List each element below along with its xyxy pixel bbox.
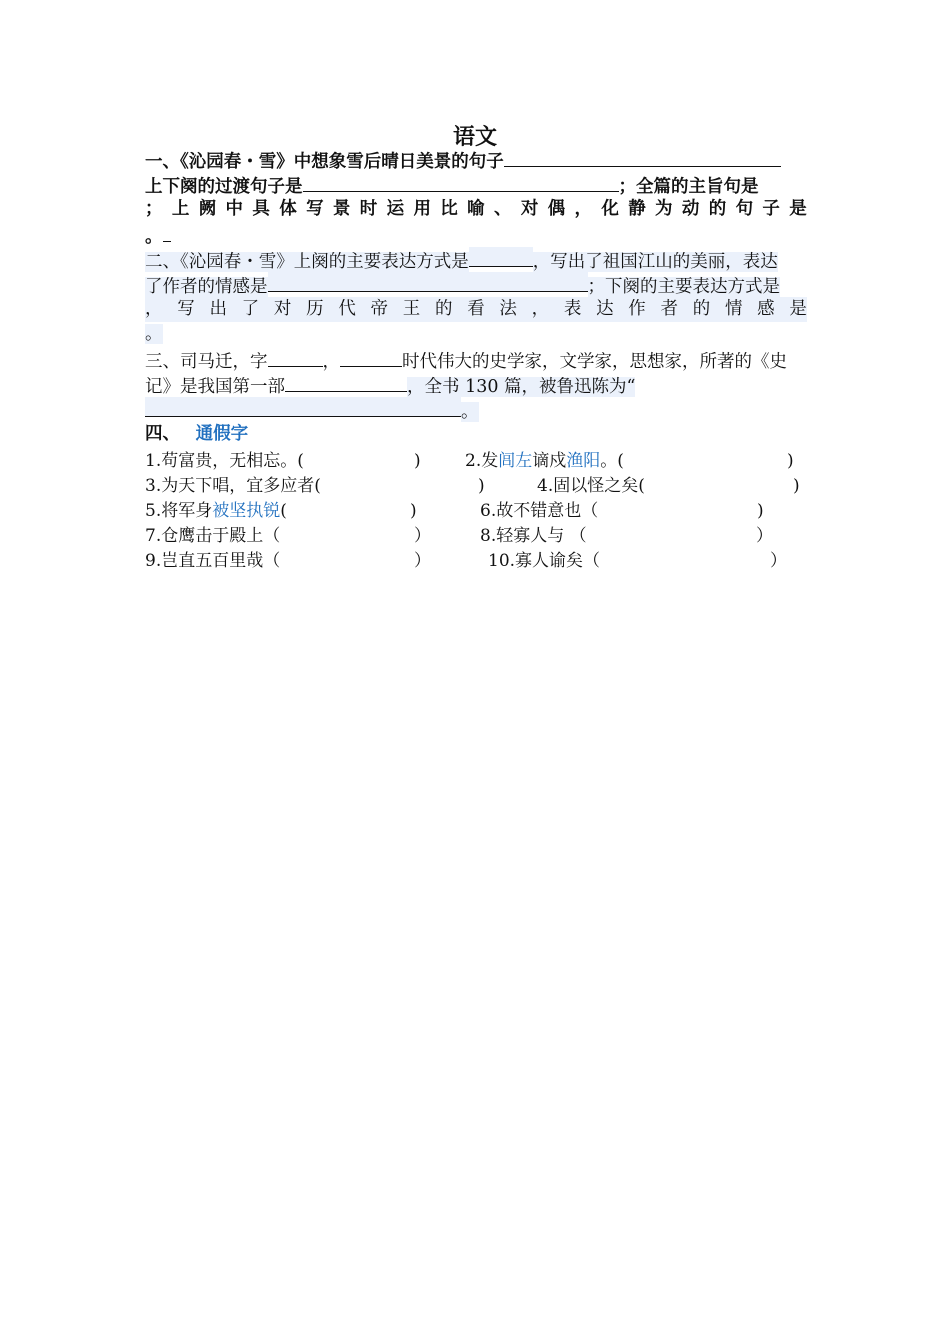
section1-transition-label: 上下阕的过渡句子是 (145, 177, 303, 197)
section3-line2: 记》是我国第一部 ，全书 130 篇，被鲁迅陈为“ (145, 372, 807, 397)
answer-blank[interactable] (303, 172, 619, 192)
section4-title: 通假字 (195, 424, 249, 444)
question-9-close: ） (414, 551, 431, 571)
section1-line2 (145, 172, 807, 197)
page-title: 语文 (452, 124, 497, 150)
answer-blank[interactable] (163, 222, 171, 242)
question-2-close: ) (787, 451, 794, 471)
answer-blank[interactable] (285, 372, 407, 392)
question-7-close: ） (414, 526, 431, 546)
answer-blank[interactable] (469, 247, 533, 267)
section1-line1 (145, 147, 807, 172)
section2-line4: 。 (145, 324, 163, 344)
section1-theme-label: ；全篇的主旨句是 (618, 177, 759, 197)
question-1-close: ) (414, 451, 421, 471)
question-8-close: ） (756, 526, 773, 546)
question-4-close: ) (793, 476, 800, 496)
question-5: 5.将军身被坚执锐( (145, 501, 287, 521)
section3-line3: 。 (145, 397, 807, 422)
question-3: 3.为天下唱，宜多应者( (145, 476, 321, 496)
question-8: 8.轻寡人与 （ (480, 526, 587, 546)
question-4: 4.固以怪之矣( (537, 476, 645, 496)
section1-line3: ； 上 阙 中 具 体 写 景 时 运 用 比 喻 、 对 偶 ， 化 静 为 动 的 句 子 是 (145, 199, 807, 219)
question-6-close: ) (757, 501, 764, 521)
answer-blank[interactable] (268, 272, 588, 292)
question-6: 6.故不错意也（ (480, 501, 599, 521)
section1-question: 一、《沁园春・雪》中想象雪后晴日美景的句子 (145, 152, 504, 172)
question-9: 9.岂直五百里哉（ (145, 551, 281, 571)
question-1: 1.苟富贵，无相忘。( (145, 451, 304, 471)
section2-line3: ， 写 出 了 对 历 代 帝 王 的 看 法 ， 表 达 作 者 的 情 感 是 (145, 297, 807, 322)
section2-line1: 二、《沁园春・雪》上阕的主要表达方式是 ，写出了祖国江山的美丽，表达 (145, 247, 807, 272)
section2-line2: 了作者的情感是 ；下阕的主要表达方式是 (145, 272, 807, 297)
question-10-close: ） (770, 551, 787, 571)
answer-blank[interactable] (340, 347, 402, 367)
section1-line4: 。 (145, 222, 807, 247)
question-7: 7.仓鹰击于殿上（ (145, 526, 281, 546)
question-5-close: ) (410, 501, 417, 521)
section4-heading: 四、 通假字 (145, 424, 249, 444)
answer-blank[interactable] (268, 347, 323, 367)
question-3-close: ) (478, 476, 485, 496)
section3-line1: 三、司马迁，字 ， 时代伟大的史学家，文学家，思想家，所著的《史 (145, 347, 807, 372)
answer-blank[interactable] (504, 147, 781, 167)
question-2: 2.发闾左谪戍渔阳。( (465, 451, 624, 471)
answer-blank[interactable] (145, 397, 461, 417)
question-10: 10.寡人谕矣（ (488, 551, 601, 571)
